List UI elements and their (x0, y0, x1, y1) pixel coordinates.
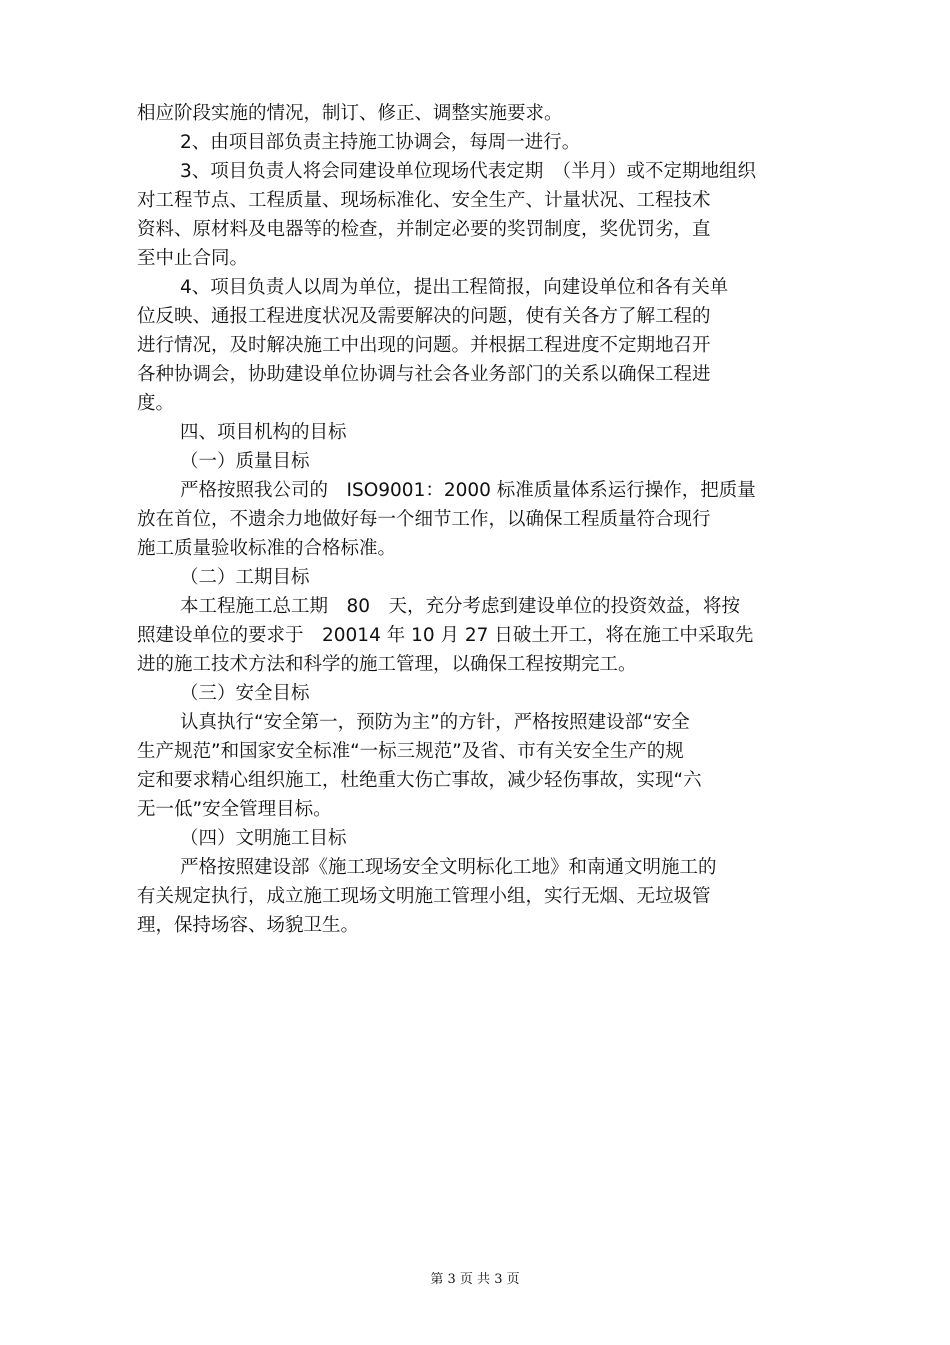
text-line: 各种协调会，协助建设单位协调与社会各业务部门的关系以确保工程进 (137, 364, 711, 385)
subsection-heading: （三）安全目标 (180, 683, 310, 704)
subsection-heading: （二）工期目标 (180, 567, 310, 588)
text-line: 认真执行“安全第一，预防为主”的方针，严格按照建设部“安全 (180, 712, 690, 733)
subsection-heading: （一）质量目标 (180, 451, 310, 472)
text-line: 至中止合同。 (137, 248, 249, 269)
text-line: 定和要求精心组织施工，杜绝重大伤亡事故，减少轻伤事故，实现“六 (137, 770, 702, 791)
text-line: 相应阶段实施的情况，制订、修正、调整实施要求。 (137, 103, 563, 124)
text-line: 施工质量验收标准的合格标准。 (137, 538, 397, 559)
text-line: 无一低”安全管理目标。 (137, 799, 332, 820)
text-line: 严格按照我公司的 ISO9001：2000 标准质量体系运行操作，把质量 (180, 480, 756, 501)
text-line: 度。 (137, 393, 175, 414)
text-line: 资料、原材料及电器等的检查，并制定必要的奖罚制度，奖优罚劣，直 (137, 219, 711, 240)
text-line: 照建设单位的要求于 20014 年 10 月 27 日破土开工，将在施工中采取先 (137, 625, 754, 646)
text-line: 放在首位，不遗余力地做好每一个细节工作，以确保工程质量符合现行 (137, 509, 711, 530)
text-line: 严格按照建设部《施工现场安全文明标化工地》和南通文明施工的 (180, 857, 717, 878)
text-line: 位反映、通报工程进度状况及需要解决的问题，使有关各方了解工程的 (137, 306, 711, 327)
text-line: 3、项目负责人将会同建设单位现场代表定期 （半月）或不定期地组织 (180, 161, 757, 182)
text-line: 理，保持场容、场貌卫生。 (137, 915, 360, 936)
text-line: 对工程节点、工程质量、现场标准化、安全生产、计量状况、工程技术 (137, 190, 711, 211)
text-line: 进的施工技术方法和科学的施工管理，以确保工程按期完工。 (137, 654, 637, 675)
text-line: 本工程施工总工期 80 天，充分考虑到建设单位的投资效益，将按 (180, 596, 741, 617)
text-line: 进行情况，及时解决施工中出现的问题。并根据工程进度不定期地召开 (137, 335, 711, 356)
text-line: 4、项目负责人以周为单位，提出工程简报，向建设单位和各有关单 (180, 277, 729, 298)
section-heading: 四、项目机构的目标 (180, 422, 347, 443)
subsection-heading: （四）文明施工目标 (180, 828, 347, 849)
text-line: 生产规范”和国家安全标准“一标三规范”及省、市有关安全生产的规 (137, 741, 684, 762)
text-line: 2、由项目部负责主持施工协调会，每周一进行。 (180, 132, 581, 153)
page-footer: 第 3 页 共 3 页 (430, 1272, 520, 1287)
text-line: 有关规定执行，成立施工现场文明施工管理小组，实行无烟、无垃圾管 (137, 886, 711, 907)
